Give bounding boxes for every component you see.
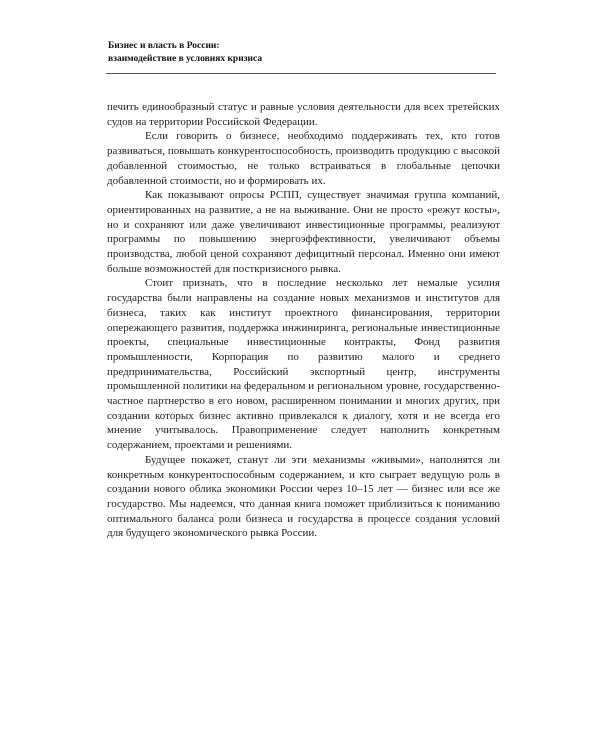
paragraph: Как показывают опросы РСПП, существует значимая группа компаний, ориентированных на развитие, а не на выживание. Они не просто «режут косты», но и сохраняют или даже увеличивают инвестиционные программы, реализуют программы по повышению энергоэффективности, увеличивают объемы производства, любой ценой сохраняют дефицитный персонал. Именно они имеют больше возможностей для посткризисного рывка. bbox=[107, 189, 500, 275]
paragraph: Стоит признать, что в последние несколько лет немалые усилия государства были направлены на создание новых механизмов и институтов для бизнеса, таких как институт проектного финансирования, территории опережающего развития, поддержка инжиниринга, региональные инвестиционные проекты, специальные инвестиционные контракты, Фонд развития промышленности, Корпорация по развитию малого и среднего предпринимательства, Российский экспортный центр, инструменты промышленной политики на федеральном и региональном уровне, государственно-частное партнерство в его новом, расширенном понимании и многих других, при создании которых бизнес активно привлекался к диалогу, хотя и не всегда его мнение учитывалось. Правоприменение следует наполнить конкретным содержанием, проектами и решениями. bbox=[107, 277, 500, 452]
running-header bbox=[108, 40, 262, 66]
body-text bbox=[107, 100, 500, 541]
paragraph-continued: печить единообразный статус и равные условия деятельности для всех третейских судов на территории Российской Федерации. bbox=[107, 101, 500, 128]
paragraph: Если говорить о бизнесе, необходимо поддерживать тех, кто готов развиваться, повышать конкурентоспособность, производить продукцию с высокой добавленной стоимостью, не только встраиваться в глобальные цепочки добавленной стоимости, но и формировать их. bbox=[107, 130, 500, 187]
paragraph: Будущее покажет, станут ли эти механизмы «живыми», наполнятся ли конкретным конкурентоспособным содержанием, и кто сыграет ведущую роль в создании нового облика экономики России через 10–15 лет — бизнес или все же государство. Мы надеемся, что данная книга поможет приблизиться к пониманию оптимального баланса роли бизнеса и государства в процессе создания условий для будущего экономического рывка России. bbox=[107, 453, 500, 540]
running-header-line-2: взаимодействие в условиях кризиса bbox=[108, 54, 263, 64]
header-divider bbox=[106, 73, 496, 74]
running-header-line-1: Бизнес и власть в России: bbox=[108, 41, 220, 51]
